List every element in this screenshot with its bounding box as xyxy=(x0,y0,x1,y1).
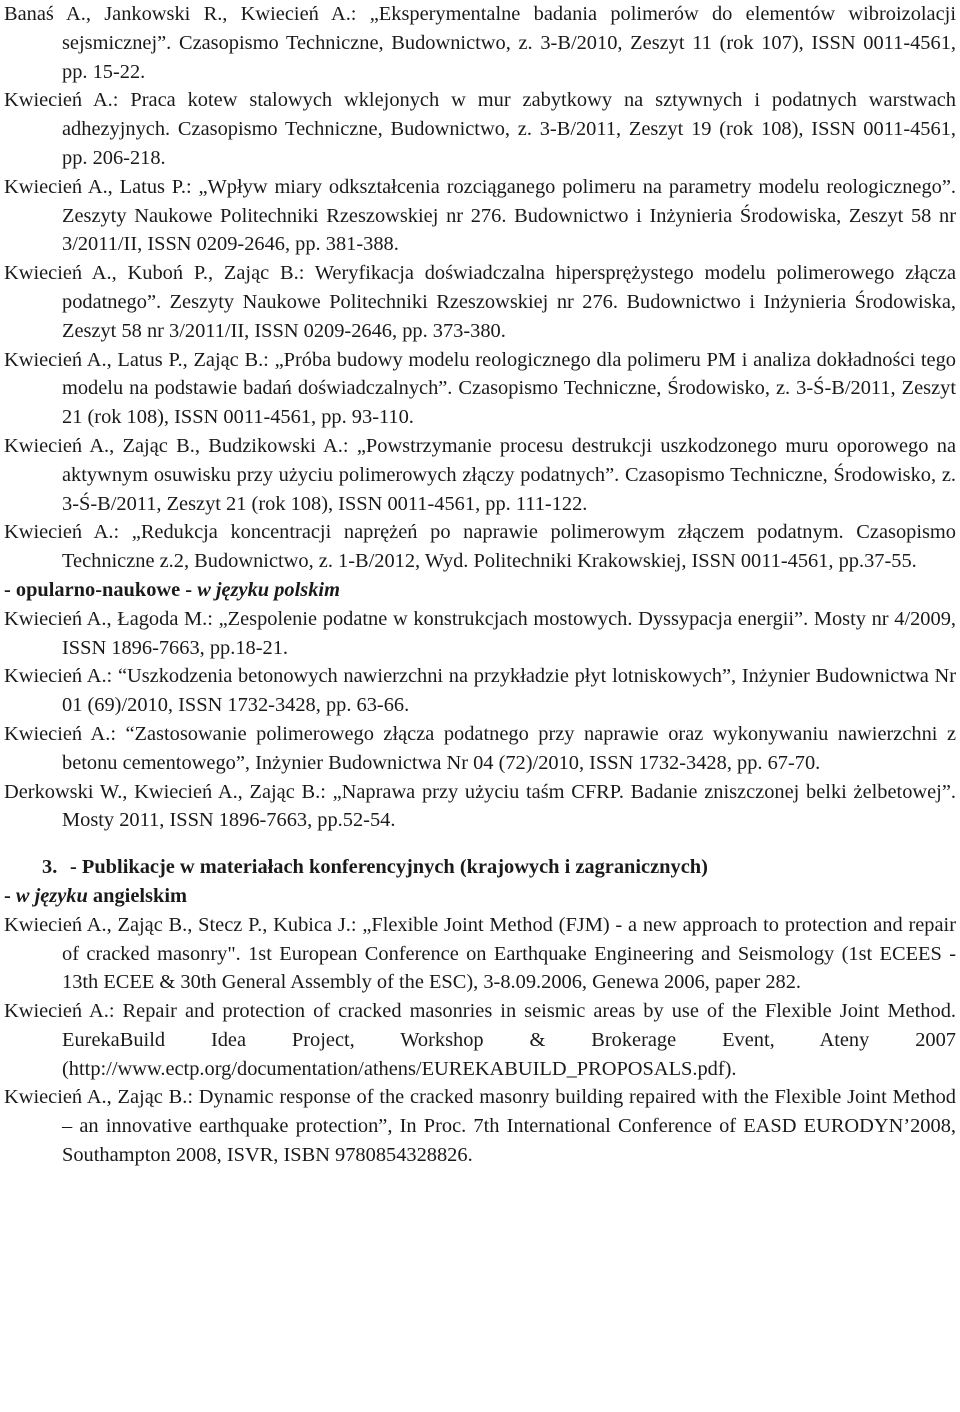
section-3-heading xyxy=(4,853,956,882)
reference-entry: Kwiecień A.: Repair and protection of cracked masonries in seismic areas by use of the Flexible Joint Method. EurekaBuild Idea Project, Workshop & Brokerage Event, Ateny 2007 (http://www.ectp.org/documentation/athens/EUREKABUILD_PROPOSALS.pdf). xyxy=(4,1000,956,1080)
spacer xyxy=(4,835,956,849)
english-references xyxy=(4,911,956,1170)
reference-entry: Kwiecień A.: „Redukcja koncentracji naprężeń po naprawie polimerowym złączem podatnym. Czasopismo Techniczne z.2, Budownictwo, z. 1-B/2012, Wyd. Politechniki Krakowskiej, ISSN 0011-4561, pp.37-55. xyxy=(4,521,956,573)
reference-entry: Derkowski W., Kwiecień A., Zając B.: „Naprawa przy użyciu taśm CFRP. Badanie zniszczonej belki żelbetowej”. Mosty 2011, ISSN 1896-7663, pp.52-54. xyxy=(4,780,956,832)
reference-entry: Kwiecień A.: “Zastosowanie polimerowego złącza podatnego przy naprawie oraz wykonywaniu nawierzchni z betonu cementowego”, Inżynier Budownictwa Nr 04 (72)/2010, ISSN 1732-3428, pp. 67-70. xyxy=(4,722,956,774)
reference-entry: Banaś A., Jankowski R., Kwiecień A.: „Eksperymentalne badania polimerów do elementów wibroizolacji sejsmicznej”. Czasopismo Techniczne, Budownictwo, z. 3-B/2010, Zeszyt 11 (rok 107), ISSN 0011-4561, pp. 15-22. xyxy=(4,3,956,83)
popular-science-heading xyxy=(4,576,956,605)
english-heading-suffix: angielskim xyxy=(87,884,187,907)
polish-references xyxy=(4,0,956,576)
popular-heading-language: w języku polskim xyxy=(197,578,340,601)
reference-entry: Kwiecień A., Zając B.: Dynamic response of the cracked masonry building repaired with the Flexible Joint Method – an innovative earthquake protection”, In Proc. 7th International Conference of EASD EURODYN’2008, Southampton 2008, ISVR, ISBN 9780854328826. xyxy=(4,1086,956,1167)
reference-entry: Kwiecień A., Zając B., Budzikowski A.: „Powstrzymanie procesu destrukcji uszkodzonego muru oporowego na aktywnym osuwisku przy użyciu polimerowych złączy podatnych”. Czasopismo Techniczne, Środowisko, z. 3-Ś-B/2011, Zeszyt 21 (rok 108), ISSN 0011-4561, pp. 111-122. xyxy=(4,434,956,515)
section-number: 3. xyxy=(42,856,58,879)
reference-entry: Kwiecień A., Latus P.: „Wpływ miary odkształcenia rozciąganego polimeru na parametry modelu reologicznego”. Zeszyty Naukowe Politechniki Rzeszowskiej nr 276. Budownictwo i Inżynieria Środowiska, Zeszyt 58 nr 3/2011/II, ISSN 0209-2646, pp. 381-388. xyxy=(4,175,956,256)
english-heading xyxy=(4,882,956,911)
reference-entry: Kwiecień A., Kuboń P., Zając B.: Weryfikacja doświadczalna hipersprężystego modelu polimerowego złącza podatnego”. Zeszyty Naukowe Politechniki Rzeszowskiej nr 276. Budownictwo i Inżynieria Środowiska, Zeszyt 58 nr 3/2011/II, ISSN 0209-2646, pp. 373-380. xyxy=(4,262,956,342)
english-heading-language: w języku xyxy=(15,884,88,907)
reference-entry: Kwiecień A., Zając B., Stecz P., Kubica J.: „Flexible Joint Method (FJM) - a new approach to protection and repair of cracked masonry". 1st European Conference on Earthquake Engineering and Seismology (1st ECEES - 13th ECEE & 30th General Assembly of the ESC), 3-8.09.2006, Genewa 2006, paper 282. xyxy=(4,913,956,994)
popular-heading-prefix: - opularno-naukowe - xyxy=(4,578,198,601)
reference-entry: Kwiecień A.: Praca kotew stalowych wklejonych w mur zabytkowy na sztywnych i podatnych warstwach adhezyjnych. Czasopismo Techniczne, Budownictwo, z. 3-B/2011, Zeszyt 19 (rok 108), ISSN 0011-4561, pp. 206-218. xyxy=(4,89,956,169)
popular-references xyxy=(4,605,956,835)
english-heading-prefix: - xyxy=(4,884,16,907)
reference-entry: Kwiecień A., Latus P., Zając B.: „Próba budowy modelu reologicznego dla polimeru PM i analiza dokładności tego modelu na podstawie badań doświadczalnych”. Czasopismo Techniczne, Środowisko, z. 3-Ś-B/2011, Zeszyt 21 (rok 108), ISSN 0011-4561, pp. 93-110. xyxy=(4,348,956,429)
reference-entry: Kwiecień A., Łagoda M.: „Zespolenie podatne w konstrukcjach mostowych. Dyssypacja energii”. Mosty nr 4/2009, ISSN 1896-7663, pp.18-21. xyxy=(4,607,956,659)
section-title: - Publikacje w materiałach konferencyjnych (krajowych i zagranicznych) xyxy=(70,856,708,879)
reference-entry: Kwiecień A.: “Uszkodzenia betonowych nawierzchni na przykładzie płyt lotniskowych”, Inżynier Budownictwa Nr 01 (69)/2010, ISSN 1732-3428, pp. 63-66. xyxy=(4,665,956,717)
